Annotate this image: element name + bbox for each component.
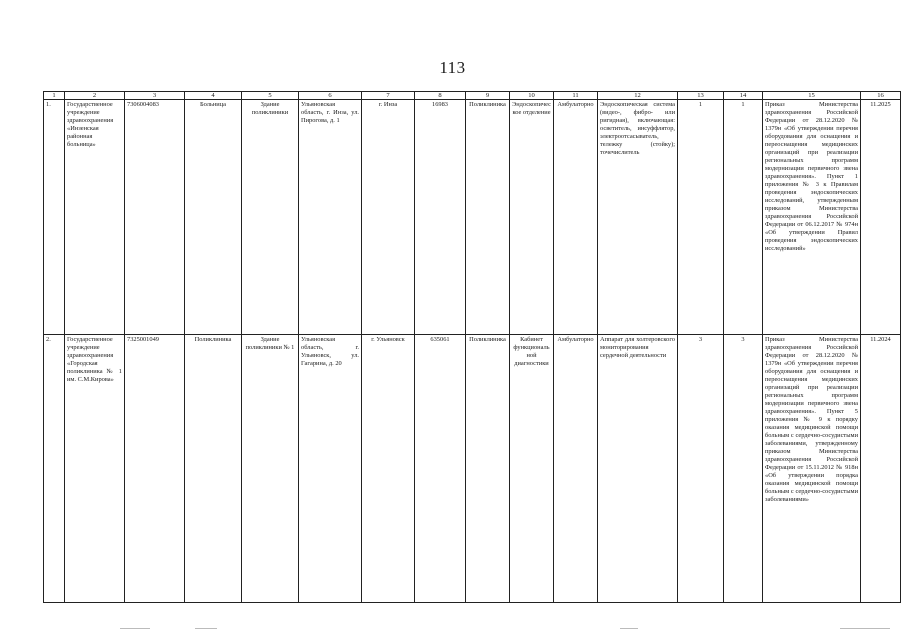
header-cell: 11 bbox=[554, 92, 598, 100]
inn-code: 7325001049 bbox=[125, 335, 185, 603]
unit: Поликлиника bbox=[466, 335, 510, 603]
quantity-a: 1 bbox=[678, 100, 724, 335]
scan-mark bbox=[840, 628, 890, 629]
table-row bbox=[44, 335, 901, 603]
header-cell: 1 bbox=[44, 92, 65, 100]
row-number: 1. bbox=[44, 100, 65, 335]
header-cell: 10 bbox=[510, 92, 554, 100]
header-cell: 2 bbox=[65, 92, 125, 100]
header-cell: 16 bbox=[861, 92, 901, 100]
header-cell: 4 bbox=[185, 92, 242, 100]
legal-basis: Приказ Министерства здравоохранения Российской Федерации от 28.12.2020 № 1379н «Об утверждении перечня оборудования для оснащения и переоснащения медицинских организаций при реализации региональных программ модернизации первичного звена здравоохранения». Пункт 1 приложения № 3 к Правилам проведения эндоскопических исследований, утвержденным приказом Министерства здравоохранения Российской Федерации от 06.12.2017 № 974н «Об утверждении Правил проведения эндоскопических исследований» bbox=[763, 100, 861, 335]
table-row bbox=[44, 100, 901, 335]
delivery-date: 11.2025 bbox=[861, 100, 901, 335]
header-cell: 6 bbox=[299, 92, 362, 100]
subunit: Эндоскопическое отделение bbox=[510, 100, 554, 335]
scan-mark bbox=[120, 628, 150, 629]
inn-code: 7306004083 bbox=[125, 100, 185, 335]
equipment-name: Аппарат для холтеровского мониторирования сердечной деятельности bbox=[598, 335, 678, 603]
quantity-a: 3 bbox=[678, 335, 724, 603]
facility-type: Поликлиника bbox=[185, 335, 242, 603]
legal-basis: Приказ Министерства здравоохранения Российской Федерации от 28.12.2020 № 1379н «Об утверждении перечня оборудования для оснащения и переоснащения медицинских организаций при реализации региональных программ модернизации первичного звена здравоохранения». Пункт 5 приложения № 9 к порядку оказания медицинской помощи больным с сердечно-сосудистыми заболеваниями, утвержденному приказом Министерства здравоохранения Российской Федерации от 15.11.2012 № 918н «Об утверждении порядка оказания медицинской помощи больным с сердечно-сосудистыми заболеваниями» bbox=[763, 335, 861, 603]
address: Ульяновская область, г. Инза, ул. Пирогова, д. 1 bbox=[299, 100, 362, 335]
header-cell: 5 bbox=[242, 92, 299, 100]
page-number: 113 bbox=[439, 58, 466, 77]
organization-name: Государственное учреждение здравоохранения «Инзенская районная больница» bbox=[65, 100, 125, 335]
unit: Поликлиника bbox=[466, 100, 510, 335]
header-cell: 8 bbox=[415, 92, 466, 100]
equipment-register-table bbox=[43, 91, 901, 603]
settlement: г. Инза bbox=[362, 100, 415, 335]
quantity-b: 1 bbox=[724, 100, 763, 335]
care-form: Амбулаторно bbox=[554, 335, 598, 603]
building-name: Здание поликлиники bbox=[242, 100, 299, 335]
scan-mark bbox=[620, 628, 638, 629]
building-name: Здание поликлиники № 1 bbox=[242, 335, 299, 603]
header-cell: 7 bbox=[362, 92, 415, 100]
subunit: Кабинет функциональной диагностики bbox=[510, 335, 554, 603]
header-cell: 13 bbox=[678, 92, 724, 100]
facility-type: Больница bbox=[185, 100, 242, 335]
header-cell: 14 bbox=[724, 92, 763, 100]
column-number-row bbox=[44, 92, 901, 100]
quantity-b: 3 bbox=[724, 335, 763, 603]
population: 635061 bbox=[415, 335, 466, 603]
care-form: Амбулаторно bbox=[554, 100, 598, 335]
scan-artifacts bbox=[0, 628, 905, 634]
equipment-name: Эндоскопическая система (видео-, фибро- или ригидная), включающая: осветитель, инсуффлятор, электроотсасыватель, тележку (стойку); точечислитель bbox=[598, 100, 678, 335]
settlement: г. Ульяновск bbox=[362, 335, 415, 603]
header-cell: 12 bbox=[598, 92, 678, 100]
address: Ульяновская область, г. Ульяновск, ул. Гагарина, д. 20 bbox=[299, 335, 362, 603]
delivery-date: 11.2024 bbox=[861, 335, 901, 603]
header-cell: 15 bbox=[763, 92, 861, 100]
row-number: 2. bbox=[44, 335, 65, 603]
organization-name: Государственное учреждение здравоохранения «Городская поликлиника № 1 им. С.М.Кирова» bbox=[65, 335, 125, 603]
header-cell: 3 bbox=[125, 92, 185, 100]
population: 16983 bbox=[415, 100, 466, 335]
scan-mark bbox=[195, 628, 217, 629]
header-cell: 9 bbox=[466, 92, 510, 100]
